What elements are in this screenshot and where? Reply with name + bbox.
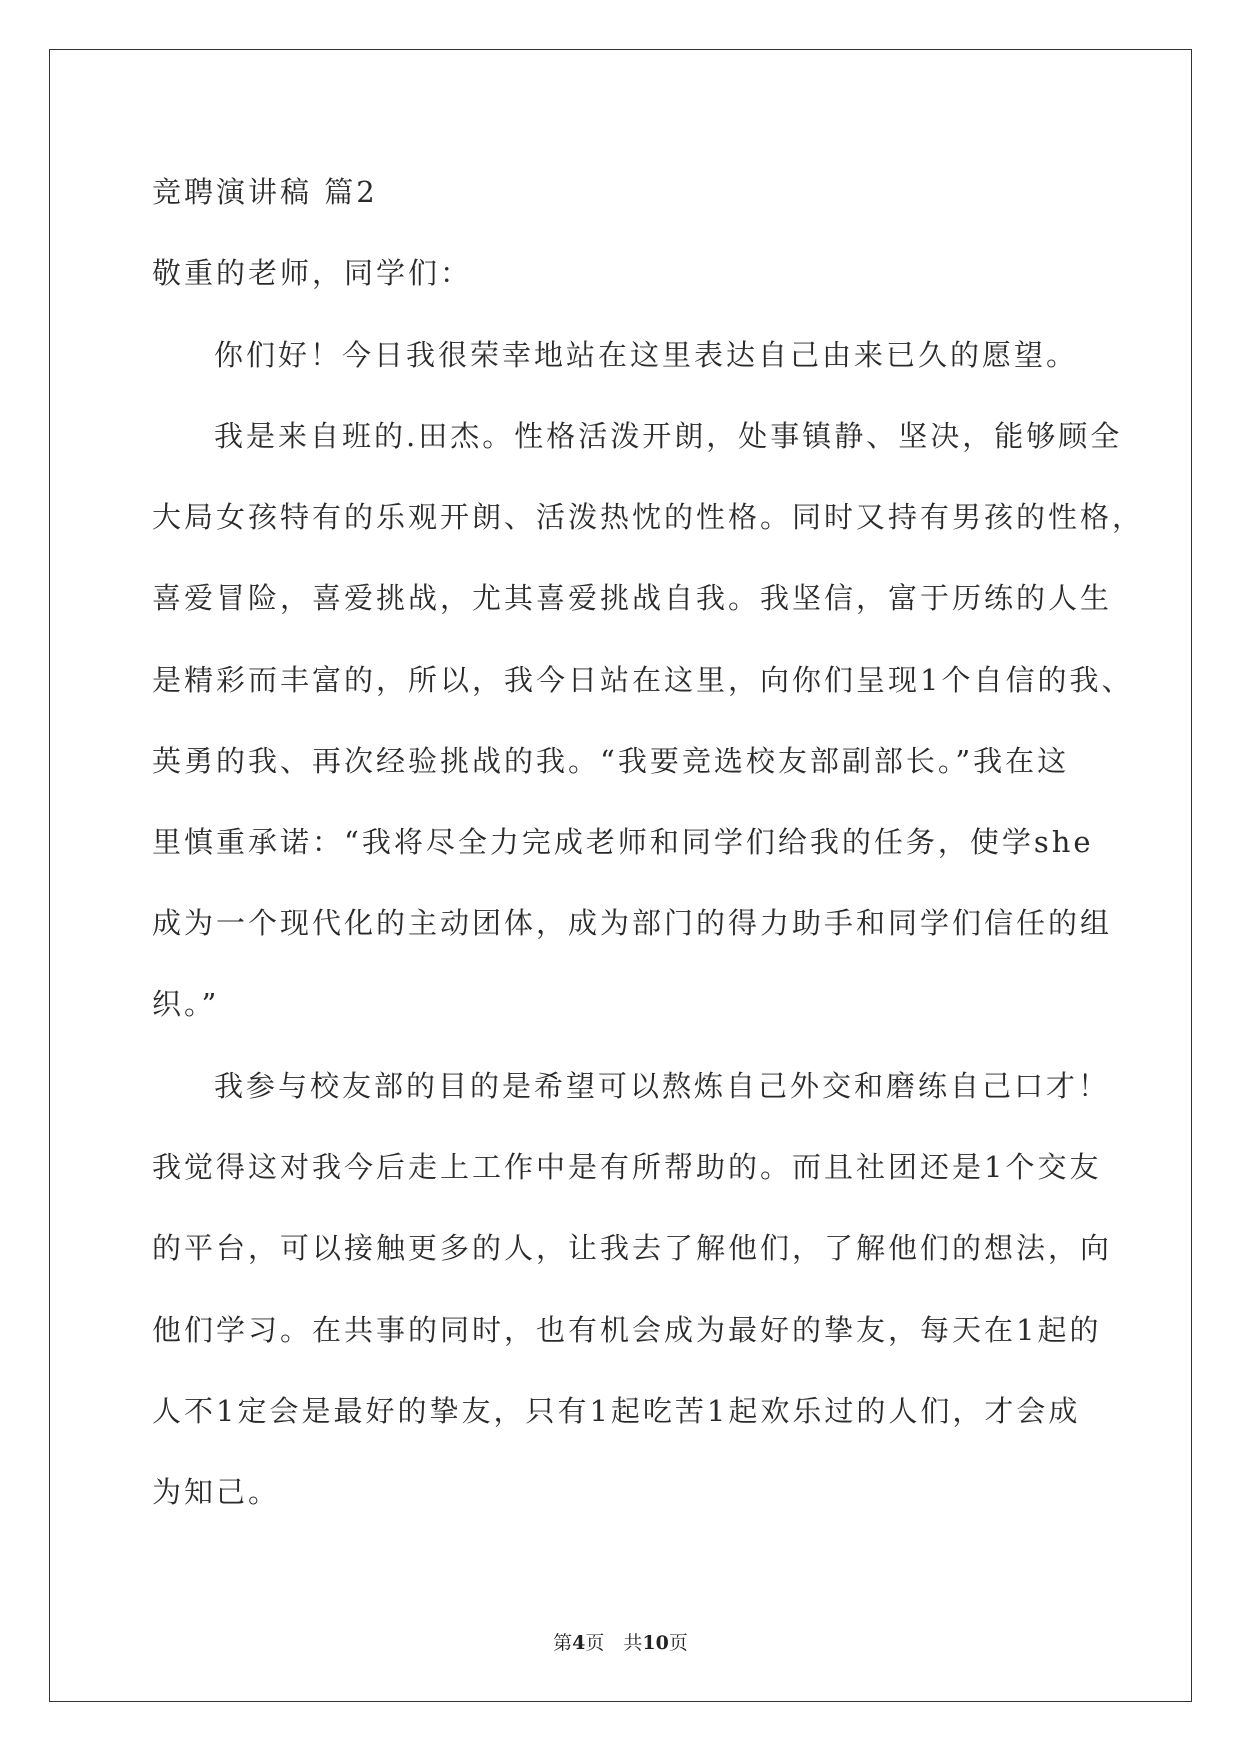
paragraph-line: 成为一个现代化的主动团体，成为部门的得力助手和同学们信任的组 <box>152 906 1113 940</box>
paragraph-line: 里慎重承诺：“我将尽全力完成老师和同学们给我的任务，使学she <box>152 825 1094 859</box>
page-total: 10 <box>642 1632 669 1654</box>
page-number <box>0 1628 1241 1655</box>
paragraph-line: 喜爱冒险，喜爱挑战，尤其喜爱挑战自我。我坚信，富于历练的人生 <box>152 581 1113 615</box>
page-current: 4 <box>572 1632 586 1654</box>
page-prefix: 第 <box>553 1632 573 1654</box>
paragraph-line: 他们学习。在共事的同时，也有机会成为最好的挚友，每天在1起的 <box>152 1313 1102 1347</box>
salutation: 敬重的老师，同学们： <box>152 256 473 290</box>
page-mid: 页 共 <box>585 1632 643 1654</box>
paragraph-line: 我觉得这对我今后走上工作中是有所帮助的。而且社团还是1个交友 <box>152 1150 1102 1184</box>
page-suffix: 页 <box>668 1632 688 1654</box>
paragraph-line: 人不1定会是最好的挚友，只有1起吃苦1起欢乐过的人们，才会成 <box>152 1394 1081 1428</box>
paragraph-line: 的平台，可以接触更多的人，让我去了解他们，了解他们的想法，向 <box>152 1231 1113 1265</box>
paragraph-line: 大局女孩特有的乐观开朗、活泼热忱的性格。同时又持有男孩的性格， <box>152 500 1145 534</box>
page-border <box>49 49 1192 1702</box>
paragraph-line: 英勇的我、再次经验挑战的我。“我要竞选校友部副部长。”我在这 <box>152 744 1070 778</box>
paragraph-line: 我是来自班的.田杰。性格活泼开朗，处事镇静、坚决，能够顾全 <box>214 419 1123 453</box>
paragraph-line: 我参与校友部的目的是希望可以熬炼自己外交和磨练自己口才！ <box>214 1069 1111 1103</box>
paragraph-line: 织。” <box>152 987 220 1021</box>
document-heading: 竞聘演讲稿 篇2 <box>152 175 378 209</box>
paragraph-line: 你们好！今日我很荣幸地站在这里表达自己由来已久的愿望。 <box>214 338 1079 372</box>
paragraph-line: 为知己。 <box>152 1475 281 1509</box>
paragraph-line: 是精彩而丰富的，所以，我今日站在这里，向你们呈现1个自信的我、 <box>152 663 1134 697</box>
